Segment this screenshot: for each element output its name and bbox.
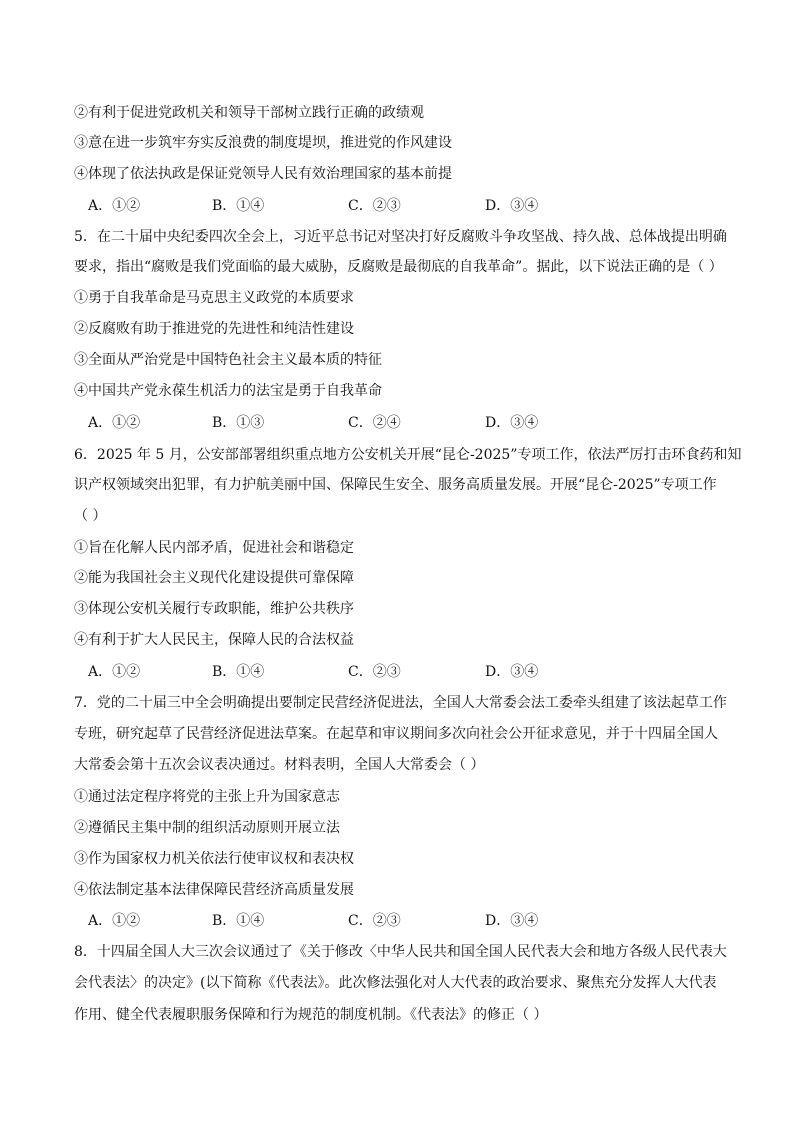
q6-statement-2: ②能为我国社会主义现代化建设提供可靠保障 — [74, 570, 354, 586]
q7-choice-c[interactable]: C．②③ — [348, 913, 401, 929]
q7-statement-3: ③作为国家权力机关依法行使审议权和表决权 — [74, 851, 354, 867]
q5-choice-d[interactable]: D．③④ — [485, 415, 539, 431]
q7-choice-b[interactable]: B．①④ — [212, 913, 265, 929]
q5-choices — [88, 413, 648, 433]
q6-choice-b[interactable]: B．①④ — [212, 664, 265, 680]
q6-stem-line-2: 识产权领域突出犯罪，有力护航美丽中国、保障民生安全、服务高质量发展。开展“昆仑-2025”专项工作 — [74, 477, 717, 493]
q5-statement-1: ①勇于自我革命是马克思主义政党的本质要求 — [74, 290, 354, 306]
q6-stem-line-3: （ ） — [74, 508, 107, 524]
q7-statement-4: ④依法制定基本法律保障民营经济高质量发展 — [74, 882, 354, 898]
q7-stem-line-1: 7．党的二十届三中全会明确提出要制定民营经济促进法，全国人大常委会法工委牵头组建了该法起草工作 — [74, 695, 727, 711]
q8-stem-line-2: 会代表法〉的决定》(以下简称《代表法》。此次修法强化对人大代表的政治要求、聚焦充分发挥人大代表 — [74, 975, 717, 991]
q5-statement-4: ④中国共产党永葆生机活力的法宝是勇于自我革命 — [74, 383, 382, 399]
q7-stem-line-2: 专班，研究起草了民营经济促进法草案。在起草和审议期间多次向社会公开征求意见，并于十四届全国人 — [74, 726, 718, 742]
q4-choice-d[interactable]: D．③④ — [485, 198, 539, 214]
q4-choice-b[interactable]: B．①④ — [212, 198, 265, 214]
q6-choice-c[interactable]: C．②③ — [348, 664, 401, 680]
q7-stem-line-3: 大常委会第十五次会议表决通过。材料表明，全国人大常委会（ ） — [74, 757, 485, 773]
q4-statement-4: ④体现了依法执政是保证党领导人民有效治理国家的基本前提 — [74, 166, 452, 182]
q4-choice-a[interactable]: A．①② — [88, 198, 141, 214]
q4-statement-3: ③意在进一步筑牢夯实反浪费的制度堤坝，推进党的作风建设 — [74, 135, 452, 151]
q5-choice-a[interactable]: A．①② — [88, 415, 141, 431]
q4-choices — [88, 196, 648, 216]
q5-statement-3: ③全面从严治党是中国特色社会主义最本质的特征 — [74, 352, 382, 368]
q8-stem-line-1: 8．十四届全国人大三次会议通过了《关于修改〈中华人民共和国全国人民代表大会和地方各级人民代表大 — [74, 944, 727, 960]
q6-choice-a[interactable]: A．①② — [88, 664, 141, 680]
q7-choice-a[interactable]: A．①② — [88, 913, 141, 929]
q5-stem-line-2: 要求，指出“腐败是我们党面临的最大威胁，反腐败是最彻底的自我革命”。据此，以下说法正确的是（ ） — [74, 259, 723, 275]
q5-statement-2: ②反腐败有助于推进党的先进性和纯洁性建设 — [74, 321, 354, 337]
q6-choices — [88, 662, 648, 682]
q7-statement-2: ②遵循民主集中制的组织活动原则开展立法 — [74, 820, 340, 836]
q7-statement-1: ①通过法定程序将党的主张上升为国家意志 — [74, 789, 340, 805]
q5-choice-b[interactable]: B．①③ — [212, 415, 265, 431]
q7-choice-d[interactable]: D．③④ — [485, 913, 539, 929]
q6-statement-3: ③体现公安机关履行专政职能，维护公共秩序 — [74, 601, 354, 617]
q8-stem-line-3: 作用、健全代表履职服务保障和行为规范的制度机制。《代表法》的修正（ ） — [74, 1007, 548, 1023]
q4-choice-c[interactable]: C．②③ — [348, 198, 401, 214]
q5-stem-line-1: 5．在二十届中央纪委四次全会上，习近平总书记对坚决打好反腐败斗争攻坚战、持久战、总体战提出明确 — [74, 229, 727, 245]
q6-statement-1: ①旨在化解人民内部矛盾，促进社会和谐稳定 — [74, 540, 354, 556]
q7-choices — [88, 911, 648, 931]
q5-choice-c[interactable]: C．②④ — [348, 415, 401, 431]
q6-stem-line-1: 6．2025 年 5 月，公安部部署组织重点地方公安机关开展“昆仑-2025”专项工作，依法严厉打击环食药和知 — [74, 447, 742, 463]
q6-choice-d[interactable]: D．③④ — [485, 664, 539, 680]
q6-statement-4: ④有利于扩大人民民主，保障人民的合法权益 — [74, 632, 354, 648]
q4-statement-2: ②有利于促进党政机关和领导干部树立践行正确的政绩观 — [74, 105, 424, 121]
